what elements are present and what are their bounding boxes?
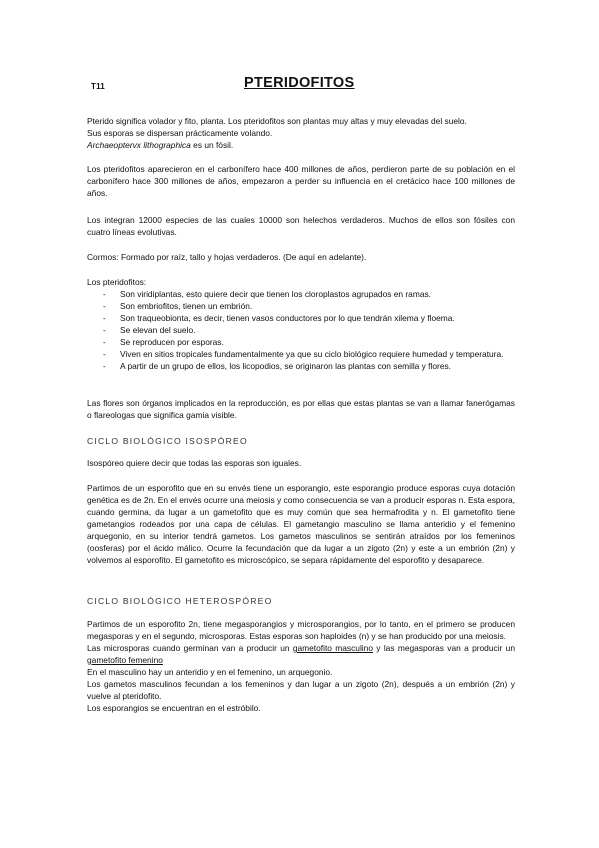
list-item: - Viven en sitios tropicales fundamentalmente ya que su ciclo biológico requiere humedad y temperatura. [103,349,504,359]
characteristics-list [87,288,515,372]
cormos-paragraph: Cormos: Formado por raíz, tallo y hojas verdaderos. (De aquí en adelante). [87,252,367,262]
intro-line-3 [87,139,515,151]
origin-paragraph: Los pteridofitos aparecieron en el carbonífero hace 400 millones de años, perdieron parte de su población en el carbonífero hace 300 millones de años, empezaron a perder su influencia en el cretácico hace 100 millones de años. [87,164,515,198]
flowers-paragraph: Las flores son órganos implicados en la reproducción, es por ellas que estas plantas se van a llamar fanerógamas o flareologas que significa gamia visible. [87,398,515,420]
page-title: PTERIDOFITOS [244,75,355,91]
intro-line-1: Pterido significa volador y fito, planta. Los pteridofitos son plantas muy altas y muy elevadas del suelo. [87,116,467,126]
species-paragraph: Los integran 12000 especies de las cuales 10000 son helechos verdaderos. Muchos de ellos son fósiles con cuatro líneas evolutivas. [87,215,515,237]
list-item: - Son traqueobionta, es decir, tienen vasos conductores por lo que tendrán xilema y floema. [103,313,455,323]
list-item: - Son viridiplantas, esto quiere decir que tienen los cloroplastos agrupados en ramas. [103,289,431,299]
intro-paragraph [87,115,515,151]
isosporeo-cycle-text: Partimos de un esporofito que en su envés tiene un esporangio, este esporangio produce esporas cuya dotación genética es de 2n. En el envés ocurre una meiosis y como consecuencia se van a producir esporas n. Esta espora, cuando germina, da lugar a un gametofito que es muy común que sea hermafrodita y n. El gametofito tiene gametangios rodeados por una capa de células. El gametangio masculino se llama anteridio y el femenino arquegonio, en su interior tendrá gametos. Los gametos masculinos se sentirán atraídos por los femeninos (oosferas) por el ácido málico. Ocurre la fecundación que da lugar a un zigoto (2n) y este a un embrión (2n) y volvemos al esporofito. El gametofito es microscópico, se separa rápidamente del esporofito y desaparece. [87,483,515,565]
heterosporeo-p1: Partimos de un esporofito 2n, tiene megasporangios y microsporangios, por lo tanto, en el primero se producen megasporas y en el segundo, microsporas. Estas esporas son haploides (n) y se han producido por una meiosis. [87,619,515,641]
fossil-rest: es un fósil. [190,140,234,150]
topic-code: T11 [91,82,105,91]
heterosporeo-text [87,618,515,714]
gametofito-femenino-term: gametofito femenino [87,655,163,665]
fossil-name: Archaeoptervx lithographica [87,140,191,150]
heterosporeo-p2: Las microsporas cuando germinan van a producir un gametofito masculino y las megasporas van a producir un gametofito femenino [87,643,515,665]
list-item: - A partir de un grupo de ellos, los licopodios, se originaron las plantas con semilla y flores. [103,361,451,371]
heterosporeo-p4: Los gametos masculinos fecundan a los femeninos y dan lugar a un zigoto (2n), después a un embrión (2n) y vuelve al pteridofito. [87,679,515,701]
heterosporeo-p5: Los esporangios se encuentran en el estróbilo. [87,703,261,713]
section-heading-heterosporeo: CICLO BIOLÓGICO HETEROSPÓREO [87,596,273,606]
list-intro: Los pteridofitos: [87,277,147,287]
section-heading-isosporeo: CICLO BIOLÓGICO ISOSPÓREO [87,436,248,446]
list-item: - Se elevan del suelo. [103,325,196,335]
intro-line-2: Sus esporas se dispersan prácticamente volando. [87,128,273,138]
isosporeo-definition: Isospóreo quiere decir que todas las esporas son iguales. [87,458,302,468]
gametofito-masculino-term: gametofito masculino [292,643,373,653]
list-item: - Se reproducen por esporas. [103,337,224,347]
list-item: - Son embriofitos, tienen un embrión. [103,301,253,311]
heterosporeo-p3: En el masculino hay un anteridio y en el femenino, un arquegonio. [87,667,333,677]
